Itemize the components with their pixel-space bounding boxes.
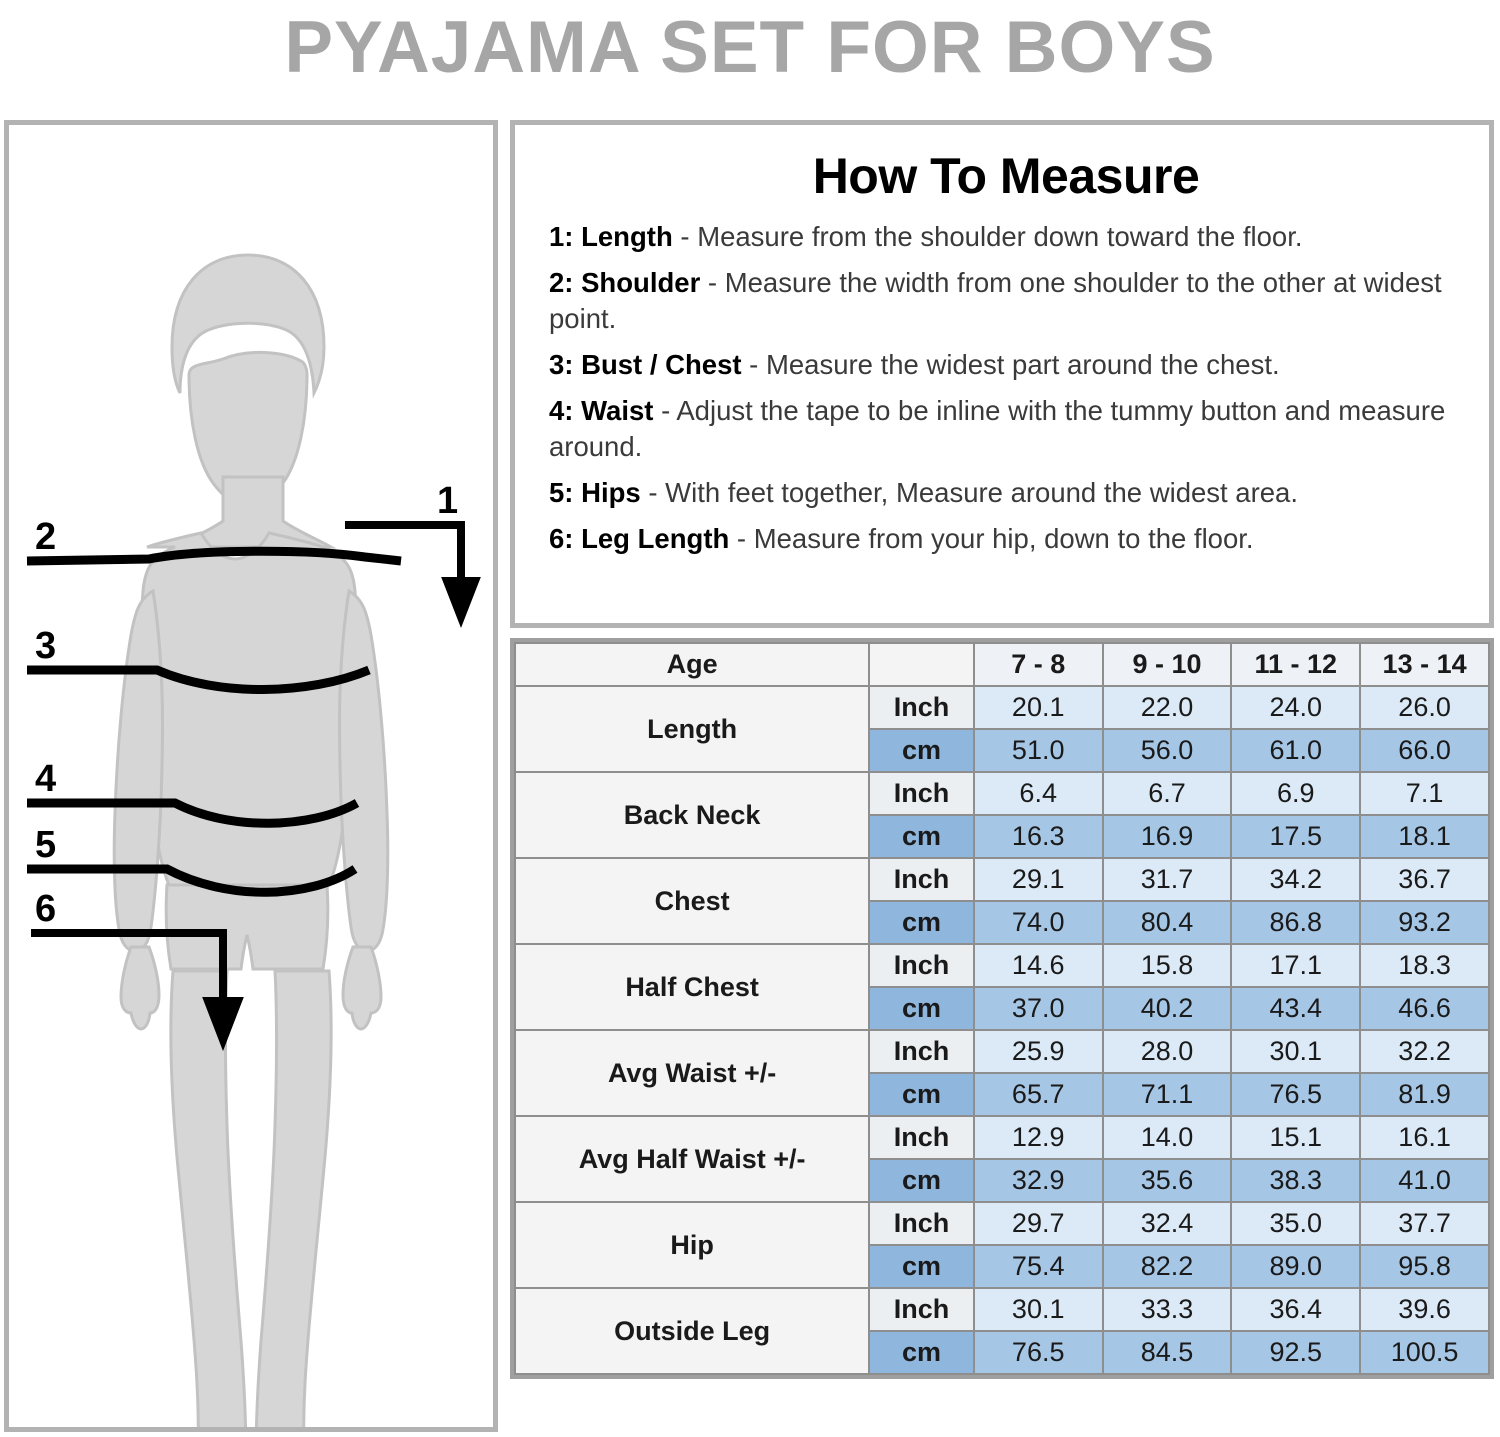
howto-desc-2: - Measure the width from one shoulder to the other at widest point. bbox=[549, 267, 1442, 334]
howto-num-3: 3: bbox=[549, 349, 574, 380]
table-row bbox=[515, 1288, 1489, 1331]
cell-avghalfwaist-inch-13-14: 16.1 bbox=[1360, 1116, 1489, 1159]
table-row bbox=[515, 686, 1489, 729]
howto-desc-3: - Measure the widest part around the chest. bbox=[749, 349, 1280, 380]
row-label-avg-half-waist: Avg Half Waist +/- bbox=[515, 1116, 869, 1202]
unit-cm: cm bbox=[869, 815, 974, 858]
cell-halfchest-cm-11-12: 43.4 bbox=[1231, 987, 1360, 1030]
howto-term-3: Bust / Chest bbox=[581, 349, 742, 380]
cell-halfchest-inch-11-12: 17.1 bbox=[1231, 944, 1360, 987]
unit-cm: cm bbox=[869, 1073, 974, 1116]
cell-avghalfwaist-cm-13-14: 41.0 bbox=[1360, 1159, 1489, 1202]
unit-inch: Inch bbox=[869, 1288, 974, 1331]
cell-outsideleg-cm-11-12: 92.5 bbox=[1231, 1331, 1360, 1374]
cell-backneck-cm-9-10: 16.9 bbox=[1103, 815, 1232, 858]
length-measure-arrow bbox=[345, 525, 475, 617]
row-label-outside-leg: Outside Leg bbox=[515, 1288, 869, 1374]
cell-length-cm-13-14: 66.0 bbox=[1360, 729, 1489, 772]
cell-outsideleg-inch-11-12: 36.4 bbox=[1231, 1288, 1360, 1331]
cell-hip-cm-7-8: 75.4 bbox=[974, 1245, 1103, 1288]
unit-cm: cm bbox=[869, 901, 974, 944]
figure-label-6: 6 bbox=[35, 888, 57, 930]
page-title: PYAJAMA SET FOR BOYS bbox=[284, 7, 1216, 88]
row-label-hip: Hip bbox=[515, 1202, 869, 1288]
cell-outsideleg-inch-7-8: 30.1 bbox=[974, 1288, 1103, 1331]
cell-chest-cm-13-14: 93.2 bbox=[1360, 901, 1489, 944]
row-label-back-neck: Back Neck bbox=[515, 772, 869, 858]
cell-halfchest-cm-13-14: 46.6 bbox=[1360, 987, 1489, 1030]
cell-outsideleg-inch-13-14: 39.6 bbox=[1360, 1288, 1489, 1331]
cell-avgwaist-cm-9-10: 71.1 bbox=[1103, 1073, 1232, 1116]
table-row bbox=[515, 1202, 1489, 1245]
unit-inch: Inch bbox=[869, 1202, 974, 1245]
figure-label-3: 3 bbox=[35, 625, 57, 667]
cell-outsideleg-inch-9-10: 33.3 bbox=[1103, 1288, 1232, 1331]
table-row bbox=[515, 858, 1489, 901]
howto-desc-6: - Measure from your hip, down to the floor. bbox=[736, 523, 1254, 554]
cell-avghalfwaist-cm-9-10: 35.6 bbox=[1103, 1159, 1232, 1202]
cell-hip-cm-13-14: 95.8 bbox=[1360, 1245, 1489, 1288]
cell-avgwaist-cm-7-8: 65.7 bbox=[974, 1073, 1103, 1116]
cell-halfchest-inch-13-14: 18.3 bbox=[1360, 944, 1489, 987]
cell-backneck-cm-7-8: 16.3 bbox=[974, 815, 1103, 858]
header-size-11-12: 11 - 12 bbox=[1231, 643, 1360, 686]
cell-outsideleg-cm-9-10: 84.5 bbox=[1103, 1331, 1232, 1374]
figure-label-2: 2 bbox=[35, 516, 57, 558]
cell-halfchest-cm-9-10: 40.2 bbox=[1103, 987, 1232, 1030]
cell-backneck-cm-13-14: 18.1 bbox=[1360, 815, 1489, 858]
howto-num-1: 1: bbox=[549, 221, 574, 252]
cell-avghalfwaist-cm-11-12: 38.3 bbox=[1231, 1159, 1360, 1202]
howto-term-1: Length bbox=[581, 221, 673, 252]
table-header-row bbox=[515, 643, 1489, 686]
cell-chest-cm-11-12: 86.8 bbox=[1231, 901, 1360, 944]
cell-avgwaist-cm-13-14: 81.9 bbox=[1360, 1073, 1489, 1116]
unit-cm: cm bbox=[869, 987, 974, 1030]
howto-term-5: Hips bbox=[581, 477, 641, 508]
table-row bbox=[515, 1116, 1489, 1159]
cell-backneck-cm-11-12: 17.5 bbox=[1231, 815, 1360, 858]
body-silhouette bbox=[114, 255, 388, 1427]
cell-avgwaist-inch-11-12: 30.1 bbox=[1231, 1030, 1360, 1073]
howto-term-6: Leg Length bbox=[581, 523, 730, 554]
cell-length-inch-13-14: 26.0 bbox=[1360, 686, 1489, 729]
right-column bbox=[510, 120, 1494, 1379]
how-to-measure-panel bbox=[510, 120, 1494, 628]
cell-avgwaist-inch-7-8: 25.9 bbox=[974, 1030, 1103, 1073]
unit-cm: cm bbox=[869, 1159, 974, 1202]
figure-label-1: 1 bbox=[437, 480, 459, 522]
howto-item-leg-length bbox=[549, 521, 1463, 557]
howto-term-4: Waist bbox=[581, 395, 654, 426]
cell-outsideleg-cm-13-14: 100.5 bbox=[1360, 1331, 1489, 1374]
content-area bbox=[0, 94, 1500, 1434]
howto-desc-5: - With feet together, Measure around the widest area. bbox=[648, 477, 1298, 508]
header-age: Age bbox=[515, 643, 869, 686]
measurement-figure-panel bbox=[4, 120, 498, 1432]
header-size-7-8: 7 - 8 bbox=[974, 643, 1103, 686]
cell-halfchest-inch-7-8: 14.6 bbox=[974, 944, 1103, 987]
howto-item-shoulder bbox=[549, 265, 1463, 337]
size-chart-table bbox=[514, 642, 1490, 1375]
cell-avgwaist-inch-13-14: 32.2 bbox=[1360, 1030, 1489, 1073]
size-chart-table-wrap bbox=[510, 638, 1494, 1379]
header-size-13-14: 13 - 14 bbox=[1360, 643, 1489, 686]
cell-avghalfwaist-inch-11-12: 15.1 bbox=[1231, 1116, 1360, 1159]
cell-avgwaist-inch-9-10: 28.0 bbox=[1103, 1030, 1232, 1073]
howto-item-waist bbox=[549, 393, 1463, 465]
unit-inch: Inch bbox=[869, 1030, 974, 1073]
cell-chest-cm-9-10: 80.4 bbox=[1103, 901, 1232, 944]
cell-halfchest-inch-9-10: 15.8 bbox=[1103, 944, 1232, 987]
cell-avghalfwaist-inch-9-10: 14.0 bbox=[1103, 1116, 1232, 1159]
cell-avghalfwaist-inch-7-8: 12.9 bbox=[974, 1116, 1103, 1159]
cell-hip-inch-13-14: 37.7 bbox=[1360, 1202, 1489, 1245]
table-row bbox=[515, 1030, 1489, 1073]
unit-cm: cm bbox=[869, 1245, 974, 1288]
row-label-chest: Chest bbox=[515, 858, 869, 944]
howto-num-6: 6: bbox=[549, 523, 574, 554]
unit-inch: Inch bbox=[869, 686, 974, 729]
cell-outsideleg-cm-7-8: 76.5 bbox=[974, 1331, 1103, 1374]
howto-num-2: 2: bbox=[549, 267, 574, 298]
row-label-half-chest: Half Chest bbox=[515, 944, 869, 1030]
cell-chest-inch-7-8: 29.1 bbox=[974, 858, 1103, 901]
cell-hip-inch-11-12: 35.0 bbox=[1231, 1202, 1360, 1245]
figure-label-5: 5 bbox=[35, 824, 57, 866]
cell-hip-inch-9-10: 32.4 bbox=[1103, 1202, 1232, 1245]
table-body bbox=[515, 686, 1489, 1374]
table-row bbox=[515, 772, 1489, 815]
row-label-avg-waist: Avg Waist +/- bbox=[515, 1030, 869, 1116]
cell-hip-cm-11-12: 89.0 bbox=[1231, 1245, 1360, 1288]
cell-length-cm-11-12: 61.0 bbox=[1231, 729, 1360, 772]
cell-chest-inch-9-10: 31.7 bbox=[1103, 858, 1232, 901]
howto-desc-4: - Adjust the tape to be inline with the tummy button and measure around. bbox=[549, 395, 1446, 462]
howto-item-hips bbox=[549, 475, 1463, 511]
howto-term-2: Shoulder bbox=[581, 267, 701, 298]
howto-item-bust-chest bbox=[549, 347, 1463, 383]
cell-hip-inch-7-8: 29.7 bbox=[974, 1202, 1103, 1245]
table-row bbox=[515, 944, 1489, 987]
header-unit-blank bbox=[869, 643, 974, 686]
cell-avghalfwaist-cm-7-8: 32.9 bbox=[974, 1159, 1103, 1202]
cell-hip-cm-9-10: 82.2 bbox=[1103, 1245, 1232, 1288]
cell-backneck-inch-7-8: 6.4 bbox=[974, 772, 1103, 815]
cell-backneck-inch-11-12: 6.9 bbox=[1231, 772, 1360, 815]
unit-inch: Inch bbox=[869, 858, 974, 901]
cell-avgwaist-cm-11-12: 76.5 bbox=[1231, 1073, 1360, 1116]
cell-chest-inch-13-14: 36.7 bbox=[1360, 858, 1489, 901]
unit-inch: Inch bbox=[869, 944, 974, 987]
figure-label-4: 4 bbox=[35, 758, 57, 800]
cell-length-inch-11-12: 24.0 bbox=[1231, 686, 1360, 729]
unit-inch: Inch bbox=[869, 1116, 974, 1159]
header-size-9-10: 9 - 10 bbox=[1103, 643, 1232, 686]
cell-length-cm-9-10: 56.0 bbox=[1103, 729, 1232, 772]
unit-cm: cm bbox=[869, 1331, 974, 1374]
cell-length-inch-7-8: 20.1 bbox=[974, 686, 1103, 729]
body-figure-diagram bbox=[9, 125, 493, 1427]
cell-backneck-inch-9-10: 6.7 bbox=[1103, 772, 1232, 815]
howto-num-4: 4: bbox=[549, 395, 574, 426]
cell-halfchest-cm-7-8: 37.0 bbox=[974, 987, 1103, 1030]
cell-chest-inch-11-12: 34.2 bbox=[1231, 858, 1360, 901]
unit-inch: Inch bbox=[869, 772, 974, 815]
unit-cm: cm bbox=[869, 729, 974, 772]
how-to-measure-title: How To Measure bbox=[812, 148, 1200, 204]
howto-item-length bbox=[549, 219, 1463, 255]
cell-chest-cm-7-8: 74.0 bbox=[974, 901, 1103, 944]
cell-length-cm-7-8: 51.0 bbox=[974, 729, 1103, 772]
row-label-length: Length bbox=[515, 686, 869, 772]
howto-num-5: 5: bbox=[549, 477, 574, 508]
cell-backneck-inch-13-14: 7.1 bbox=[1360, 772, 1489, 815]
cell-length-inch-9-10: 22.0 bbox=[1103, 686, 1232, 729]
howto-desc-1: - Measure from the shoulder down toward the floor. bbox=[680, 221, 1303, 252]
